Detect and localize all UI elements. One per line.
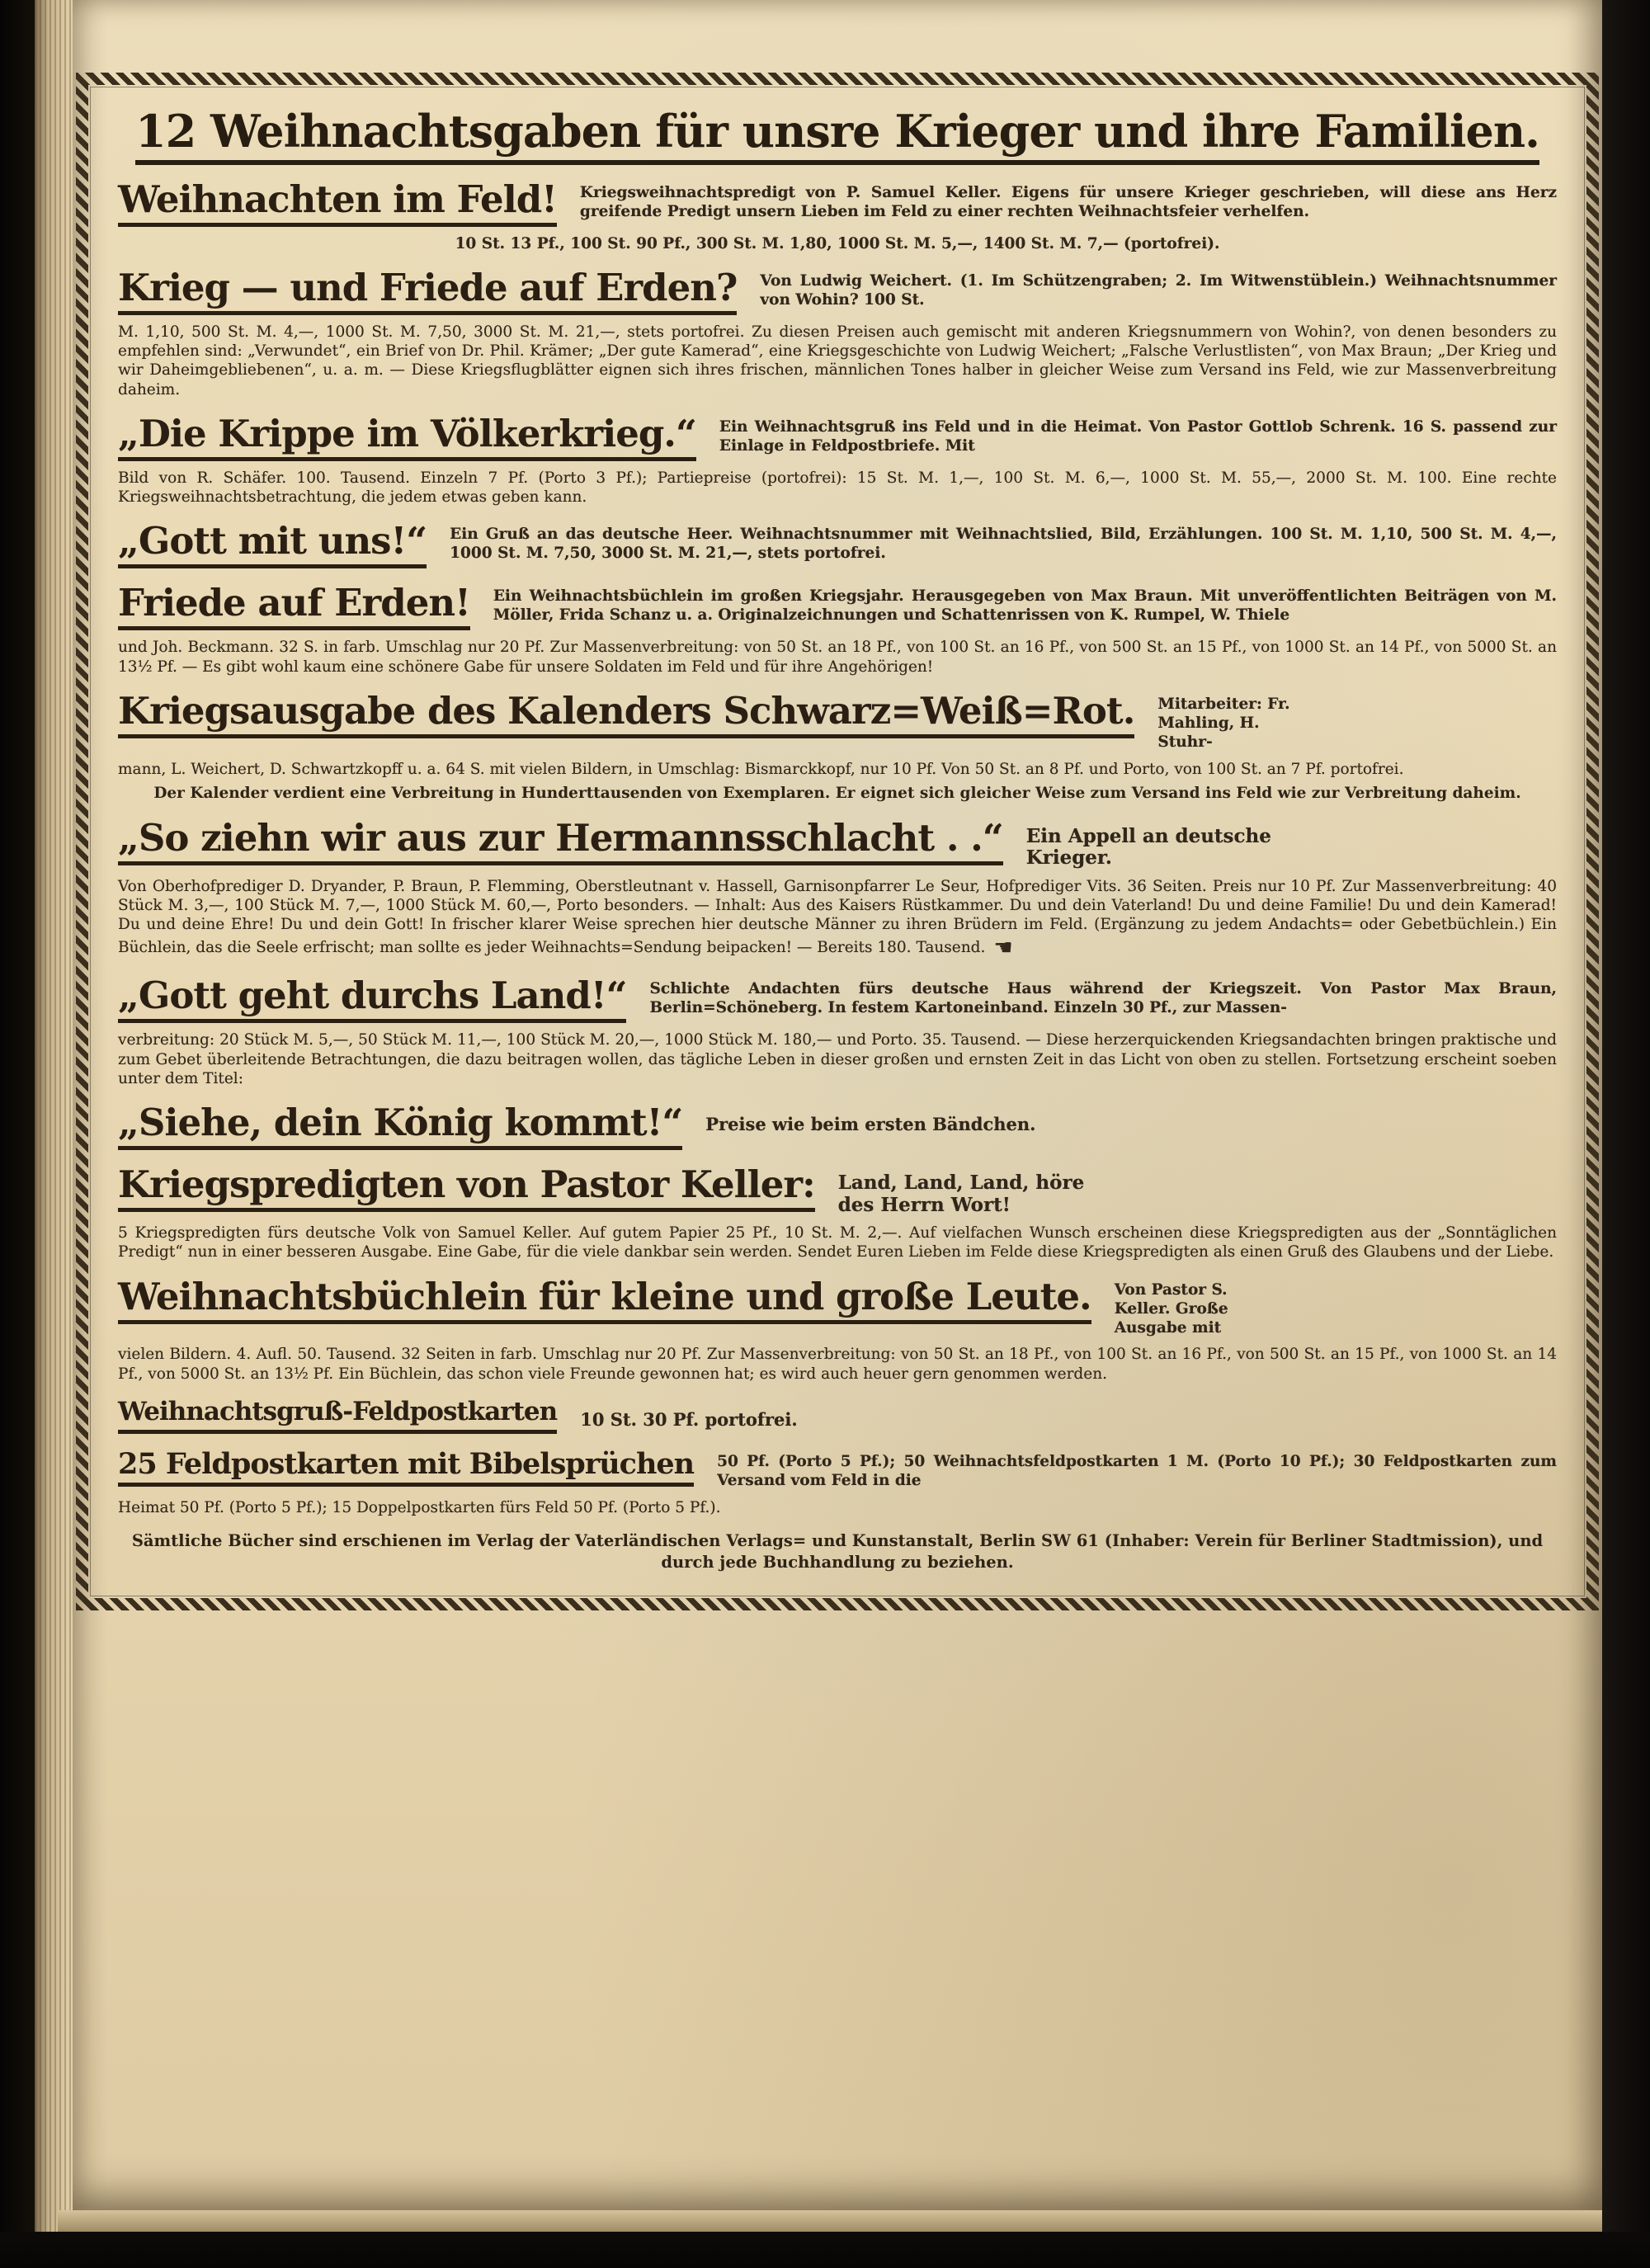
- section-headline: Weihnachtsbüchlein für kleine und große Leute.: [118, 1278, 1091, 1324]
- publisher-footer: Sämtliche Bücher sind erschienen im Verlag der Vaterländischen Verlags= und Kunstanstalt, Berlin SW 61 (Inhaber: Verein für Berliner Stadtmission), und durch jede Buchhandlung zu beziehen.: [131, 1530, 1544, 1573]
- book-cover-left: [0, 0, 35, 2268]
- ad-section-weihnachtsbuechlein: [118, 1274, 1557, 1338]
- ad-section-krippe-im-voelkerkrieg: [118, 411, 1557, 461]
- section-body: und Joh. Beckmann. 32 S. in farb. Umschlag nur 20 Pf. Zur Massenverbreitung: von 50 St. an 18 Pf., von 100 St. an 16 Pf., von 500 St. an 15 Pf., von 1000 St. an 14 Pf., von 5000 St. an 13½ Pf. — Es gibt wohl kaum eine schönere Gabe für unsere Soldaten im Feld und für ihre Angehörigen!: [118, 639, 1557, 676]
- section-body: [118, 877, 1557, 962]
- ad-section-kriegspredigten-keller: [118, 1162, 1557, 1216]
- section-lead: Land, Land, Land, höre des Herrn Wort!: [837, 1172, 1085, 1216]
- section-lead: Kriegsweihnachtspredigt von P. Samuel Keller. Eigens für unsere Krieger geschrieben, will diese ans Herz greifende Predigt unsern Lieben im Feld zu einer rechten Weihnachtsfeier verhelfen.: [579, 183, 1557, 220]
- section-headline: „So ziehn wir aus zur Hermannsschlacht . .“: [118, 819, 1003, 865]
- page-paper: [73, 0, 1602, 2210]
- section-lead: Preise wie beim ersten Bändchen.: [705, 1114, 1036, 1135]
- section-body: mann, L. Weichert, D. Schwartzkopff u. a. 64 S. mit vielen Bildern, in Umschlag: Bismarckkopf, nur 10 Pf. Von 50 St. an 8 Pf. und Porto, von 100 St. an 7 Pf. portofrei.: [118, 760, 1404, 778]
- book-cover-right: [1602, 0, 1650, 2268]
- section-headline: „Die Krippe im Völkerkrieg.“: [118, 415, 696, 461]
- section-lead: Ein Weihnachtsgruß ins Feld und in die Heimat. Von Pastor Gottlob Schrenk. 16 S. passend zur Einlage in Feldpostbriefe. Mit: [719, 417, 1557, 455]
- section-body-text: Von Oberhofprediger D. Dryander, P. Braun, P. Flemming, Oberstleutnant v. Hassell, Garnisonpfarrer Le Seur, Hofprediger Vits. 36 Seiten. Preis nur 10 Pf. Zur Massenverbreitung: 40 Stück M. 3,—, 100 Stück M. 7,—, 1000 Stück M. 60,—, Porto besonders. — Inhalt: Aus des Kaisers Rüstkammer. Du und dein Vaterland! Du und deine Familie! Du und dein Kamerad! Du und deine Ehre! Du und dein Gott! In frischer klarer Weise sprechen hier deutsche Männer zu ihren Brüdern im Feld. (Ergänzung zu jedem Andachts= oder Gebetbüchlein.) Ein Büchlein, das die Seele erfrischt; man sollte es jeder Weihnachts=Sendung beipacken! — Bereits 180. Tausend.: [118, 877, 1557, 956]
- ad-section-krieg-und-friede: [118, 265, 1557, 315]
- section-lead: 10 St. 30 Pf. portofrei.: [580, 1409, 798, 1431]
- ad-section-hermannsschlacht: [118, 815, 1557, 870]
- ad-section-weihnachtsgruss-feldpostkarten: [118, 1399, 1557, 1434]
- page-edge-stack-bottom: [58, 2210, 1602, 2232]
- section-body: M. 1,10, 500 St. M. 4,—, 1000 St. M. 7,50, 3000 St. M. 21,—, stets portofrei. Zu diesen Preisen auch gemischt mit anderen Kriegsnummern von Wohin?, von denen besonders zu empfehlen sind: „Verwundet“, ein Brief von Dr. Phil. Krämer; „Der gute Kamerad“, eine Kriegsgeschichte von Ludwig Weichert; „Falsche Verlustlisten“, von Max Braun; „Der Krieg und wir Daheimgebliebenen“, u. a. m. — Diese Kriegsflugblätter eignen sich ihres frischen, männlichen Tones halber in gleicher Weise zum Versand ins Feld, wie zur Massenverbreitung daheim.: [118, 323, 1557, 398]
- page-edge-stack-left: [35, 0, 73, 2232]
- ad-section-gott-mit-uns: [118, 519, 1557, 568]
- ad-section-friede-auf-erden: [118, 581, 1557, 630]
- section-lead: Von Ludwig Weichert. (1. Im Schützengraben; 2. Im Witwenstüblein.) Weihnachtsnummer von Wohin? 100 St.: [760, 271, 1557, 309]
- section-headline: „Gott geht durchs Land!“: [118, 977, 626, 1023]
- section-headline: 25 Feldpostkarten mit Bibelsprüchen: [118, 1450, 694, 1488]
- section-body: vielen Bildern. 4. Aufl. 50. Tausend. 32 Seiten in farb. Umschlag nur 20 Pf. Zur Massenverbreitung: von 50 St. an 18 Pf., von 100 St. an 16 Pf., von 500 St. an 15 Pf., von 1000 St. an 14 Pf., von 5000 St. an 13½ Pf. Ein Büchlein, das schon viele Freunde gewonnen hat; es wird auch heuer gern genommen werden.: [118, 1346, 1557, 1383]
- ad-section-weihnachten-im-feld: [118, 177, 1557, 227]
- manicule-icon: ☚: [993, 935, 1013, 960]
- section-headline: Friede auf Erden!: [118, 584, 470, 630]
- section-lead: Schlichte Andachten fürs deutsche Haus während der Kriegszeit. Von Pastor Max Braun, Berlin=Schöneberg. In festem Kartoneinband. Einzeln 30 Pf., zur Massen-: [649, 980, 1557, 1017]
- section-headline: Kriegsausgabe des Kalenders Schwarz=Weiß=Rot.: [118, 692, 1134, 738]
- section-headline: „Gott mit uns!“: [118, 522, 427, 568]
- section-body: 10 St. 13 Pf., 100 St. 90 Pf., 300 St. M. 1,80, 1000 St. M. 5,—, 1400 St. M. 7,— (portofrei).: [455, 234, 1220, 252]
- section-body: verbreitung: 20 Stück M. 5,—, 50 Stück M. 11,—, 100 Stück M. 20,—, 1000 Stück M. 180,— und Porto. 35. Tausend. — Diese herzerquickenden Kriegsandachten bringen praktische und zum Gebet überleitende Betrachtungen, die dazu beitragen wollen, das tägliche Leben in dieser großen und ernsten Zeit in das Licht von oben zu stellen. Fortsetzung erscheint soeben unter dem Titel:: [118, 1031, 1557, 1087]
- section-body: 5 Kriegspredigten fürs deutsche Volk von Samuel Keller. Auf gutem Papier 25 Pf., 10 St. M. 2,—. Auf vielfachen Wunsch erscheinen diese Kriegspredigten aus der „Sonntäglichen Predigt“ nun in einer besseren Ausgabe. Eine Gabe, für die viele dankbar sein werden. Sendet Euren Lieben im Felde diese Kriegspredigten als einen Gruß des Glaubens und der Liebe.: [118, 1224, 1557, 1261]
- ad-section-gott-geht-durchs-land: [118, 974, 1557, 1023]
- ad-section-feldpostkarten-bibelsprueche: [118, 1446, 1557, 1491]
- section-lead: Ein Weihnachtsbüchlein im großen Kriegsjahr. Herausgegeben von Max Braun. Mit unveröffentlichten Beiträgen von M. Möller, Frida Schanz u. a. Originalzeichnungen und Schattenrissen von K. Rumpel, W. Thiele: [493, 587, 1557, 625]
- section-lead: Mitarbeiter: Fr. Mahling, H. Stuhr-: [1157, 695, 1290, 751]
- section-headline: „Siehe, dein König kommt!“: [118, 1104, 682, 1150]
- book-cover-bottom: [0, 2232, 1650, 2268]
- section-headline: Krieg — und Friede auf Erden?: [118, 269, 737, 315]
- section-lead: Ein Appell an deutsche Krieger.: [1025, 824, 1271, 870]
- section-body: Heimat 50 Pf. (Porto 5 Pf.); 15 Doppelpostkarten fürs Feld 50 Pf. (Porto 5 Pf.).: [118, 1498, 721, 1516]
- section-headline: Kriegspredigten von Pastor Keller:: [118, 1166, 815, 1212]
- section-lead: 50 Pf. (Porto 5 Pf.); 50 Weihnachtsfeldpostkarten 1 M. (Porto 10 Pf.); 30 Feldpostkarten zum Versand vom Feld in die: [717, 1452, 1557, 1489]
- section-lead: Von Pastor S. Keller. Große Ausgabe mit: [1114, 1280, 1228, 1337]
- ad-section-kalender-schwarz-weiss-rot: [118, 688, 1557, 752]
- section-body: Bild von R. Schäfer. 100. Tausend. Einzeln 7 Pf. (Porto 3 Pf.); Partiepreise (portofrei): 15 St. M. 1,—, 100 St. M. 6,—, 1000 St. M. 55,—, 2000 St. M. 100. Eine rechte Kriegsweihnachtsbetrachtung, die jedem etwas geben kann.: [118, 469, 1557, 507]
- section-lead: Ein Gruß an das deutsche Heer. Weihnachtsnummer mit Weihnachtslied, Bild, Erzählungen. 100 St. M. 1,10, 500 St. M. 4,—, 1000 St. M. 7,50, 3000 St. M. 21,—, stets portofrei.: [450, 526, 1557, 563]
- section-headline: Weihnachtsgruß-Feldpostkarten: [118, 1399, 557, 1434]
- ad-section-siehe-dein-koenig-kommt: [118, 1101, 1557, 1150]
- page-title: 12 Weihnachtsgaben für unsre Krieger und ihre Familien.: [135, 108, 1539, 165]
- section-note: Der Kalender verdient eine Verbreitung in Hunderttausenden von Exemplaren. Er eignet sich gleicher Weise zum Versand ins Feld wie zur Verbreitung daheim.: [153, 784, 1521, 802]
- advertisement-frame: [76, 73, 1599, 1610]
- section-headline: Weihnachten im Feld!: [118, 181, 557, 227]
